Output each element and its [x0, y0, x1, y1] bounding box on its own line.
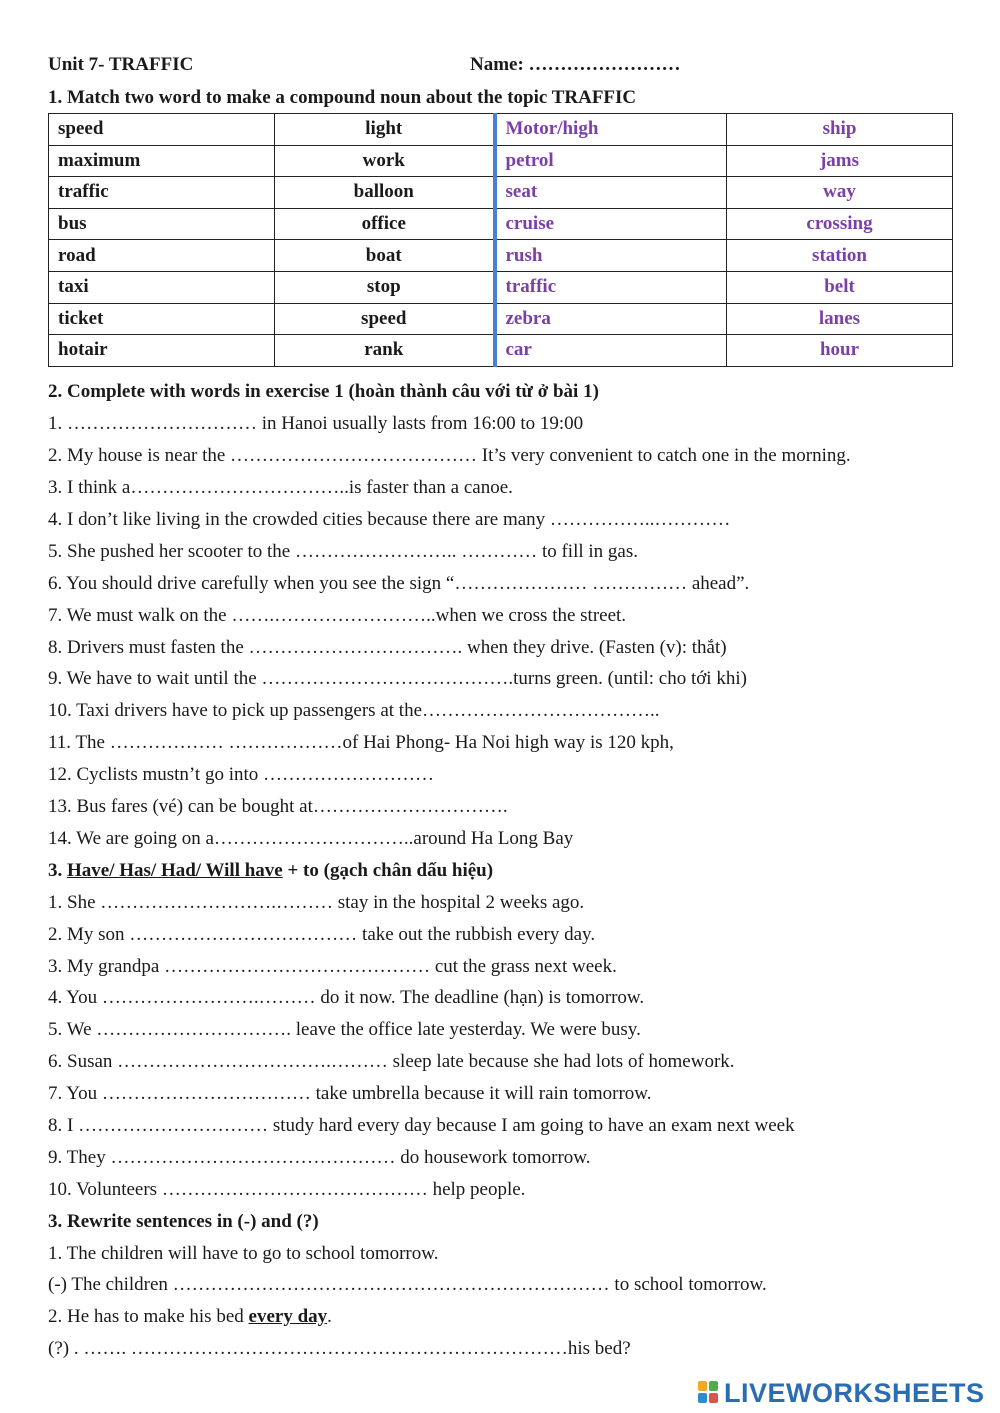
- table-cell: zebra: [495, 303, 727, 335]
- q2-suffix: .: [327, 1306, 332, 1327]
- rewrite-answer[interactable]: (-) The children …………………………………………………………… to school tomorrow.: [48, 1274, 767, 1295]
- exercise-item[interactable]: 9. We have to wait until the ………………………………….turns green. (until: cho tới khi): [48, 668, 747, 689]
- exercise-item[interactable]: 7. We must walk on the …….……………………..when we cross the street.: [48, 605, 627, 626]
- exercise-item[interactable]: 3. My grandpa …………………………………… cut the grass next week.: [48, 956, 617, 977]
- table-cell: maximum: [49, 145, 275, 177]
- table-cell: jams: [727, 145, 953, 177]
- exercise-item[interactable]: 4. You …………………….……… do it now. The deadline (hạn) is tomorrow.: [48, 987, 645, 1008]
- exercise-item[interactable]: 1. ………………………… in Hanoi usually lasts from 16:00 to 19:00: [48, 413, 584, 434]
- table-cell: lanes: [727, 303, 953, 335]
- table-cell: crossing: [727, 208, 953, 240]
- exercise-item[interactable]: 4. I don’t like living in the crowded cities because there are many ……………..…………: [48, 509, 731, 530]
- section2-title: 2. Complete with words in exercise 1 (hoàn thành câu với từ ở bài 1): [48, 381, 599, 402]
- section3-title-underlined: Have/ Has/ Had/ Will have: [67, 860, 283, 881]
- table-cell: Motor/high: [495, 114, 727, 146]
- table-cell: traffic: [49, 177, 275, 209]
- section1-title: 1. Match two word to make a compound noun about the topic TRAFFIC: [48, 87, 637, 108]
- table-cell: road: [49, 240, 275, 272]
- table-row: [49, 114, 953, 146]
- table-cell: boat: [275, 240, 495, 272]
- table-row: [49, 208, 953, 240]
- rewrite-answer[interactable]: (?) . ……. ……………………………………………………………his bed?: [48, 1338, 631, 1359]
- table-cell: office: [275, 208, 495, 240]
- exercise-item[interactable]: 2. My house is near the ………………………………… It’s very convenient to catch one in the morning.: [48, 445, 851, 466]
- exercise-item[interactable]: 1. She ……………………….……… stay in the hospital 2 weeks ago.: [48, 892, 585, 913]
- rewrite-question: [48, 1306, 332, 1328]
- table-cell: belt: [727, 271, 953, 303]
- table-cell: ticket: [49, 303, 275, 335]
- table-cell: ship: [727, 114, 953, 146]
- table-cell: rush: [495, 240, 727, 272]
- exercise-item[interactable]: 11. The ……………… ………………of Hai Phong- Ha Noi high way is 120 kph,: [48, 732, 674, 753]
- table-cell: taxi: [49, 271, 275, 303]
- exercise-item[interactable]: 2. My son ……………………………… take out the rubbish every day.: [48, 924, 596, 945]
- table-cell: bus: [49, 208, 275, 240]
- table-cell: rank: [275, 335, 495, 367]
- table-row: [49, 145, 953, 177]
- name-field[interactable]: Name: ……………………: [470, 54, 681, 75]
- rewrite-question: 1. The children will have to go to school tomorrow.: [48, 1243, 439, 1264]
- exercise-item[interactable]: 6. You should drive carefully when you see the sign “………………… …………… ahead”.: [48, 573, 750, 594]
- table-cell: speed: [49, 114, 275, 146]
- table-row: [49, 177, 953, 209]
- exercise-item[interactable]: 5. We …………………………. leave the office late yesterday. We were busy.: [48, 1019, 641, 1040]
- table-cell: light: [275, 114, 495, 146]
- table-row: [49, 271, 953, 303]
- liveworksheets-logo: [698, 1378, 992, 1408]
- exercise-item[interactable]: 9. They ……………………………………… do housework tomorrow.: [48, 1147, 591, 1168]
- table-row: [49, 303, 953, 335]
- table-cell: cruise: [495, 208, 727, 240]
- section4-title: 3. Rewrite sentences in (-) and (?): [48, 1211, 319, 1232]
- exercise-item[interactable]: 10. Taxi drivers have to pick up passengers at the………………………………..: [48, 700, 660, 721]
- worksheet-header: [48, 54, 952, 80]
- table-cell: hotair: [49, 335, 275, 367]
- table-cell: seat: [495, 177, 727, 209]
- section3-title: [48, 860, 493, 882]
- q2-underlined: every day: [248, 1306, 328, 1327]
- logo-text: LIVEWORKSHEETS: [724, 1377, 985, 1408]
- section3-title-suffix: + to (gạch chân dấu hiệu): [282, 860, 494, 881]
- table-cell: station: [727, 240, 953, 272]
- compound-noun-table: [48, 113, 953, 367]
- table-row: [49, 240, 953, 272]
- exercise-item[interactable]: 3. I think a……………………………..is faster than a canoe.: [48, 477, 513, 498]
- unit-title: Unit 7- TRAFFIC: [48, 54, 194, 75]
- table-cell: stop: [275, 271, 495, 303]
- q2-prefix: 2. He has to make his bed: [48, 1306, 249, 1327]
- exercise-item[interactable]: 7. You …………………………… take umbrella because it will rain tomorrow.: [48, 1083, 652, 1104]
- table-cell: petrol: [495, 145, 727, 177]
- exercise-item[interactable]: 8. Drivers must fasten the ……………………………. when they drive. (Fasten (v): thắt): [48, 637, 727, 658]
- exercise-item[interactable]: 8. I ………………………… study hard every day because I am going to have an exam next week: [48, 1115, 795, 1136]
- table-cell: balloon: [275, 177, 495, 209]
- table-cell: car: [495, 335, 727, 367]
- exercise-item[interactable]: 6. Susan …………………………….……… sleep late because she had lots of homework.: [48, 1051, 735, 1072]
- table-cell: speed: [275, 303, 495, 335]
- exercise-item[interactable]: 10. Volunteers …………………………………… help people.: [48, 1179, 526, 1200]
- logo-mark-icon: [698, 1381, 720, 1405]
- table-cell: hour: [727, 335, 953, 367]
- table-cell: traffic: [495, 271, 727, 303]
- section3-title-prefix: 3.: [48, 860, 67, 881]
- table-row: [49, 335, 953, 367]
- exercise-item[interactable]: 5. She pushed her scooter to the …………………….. ………… to fill in gas.: [48, 541, 638, 562]
- exercise-item[interactable]: 12. Cyclists mustn’t go into ………………………: [48, 764, 435, 785]
- exercise-item[interactable]: 13. Bus fares (vé) can be bought at………………………….: [48, 796, 508, 817]
- table-cell: work: [275, 145, 495, 177]
- table-cell: way: [727, 177, 953, 209]
- exercise-item[interactable]: 14. We are going on a…………………………..around Ha Long Bay: [48, 828, 574, 849]
